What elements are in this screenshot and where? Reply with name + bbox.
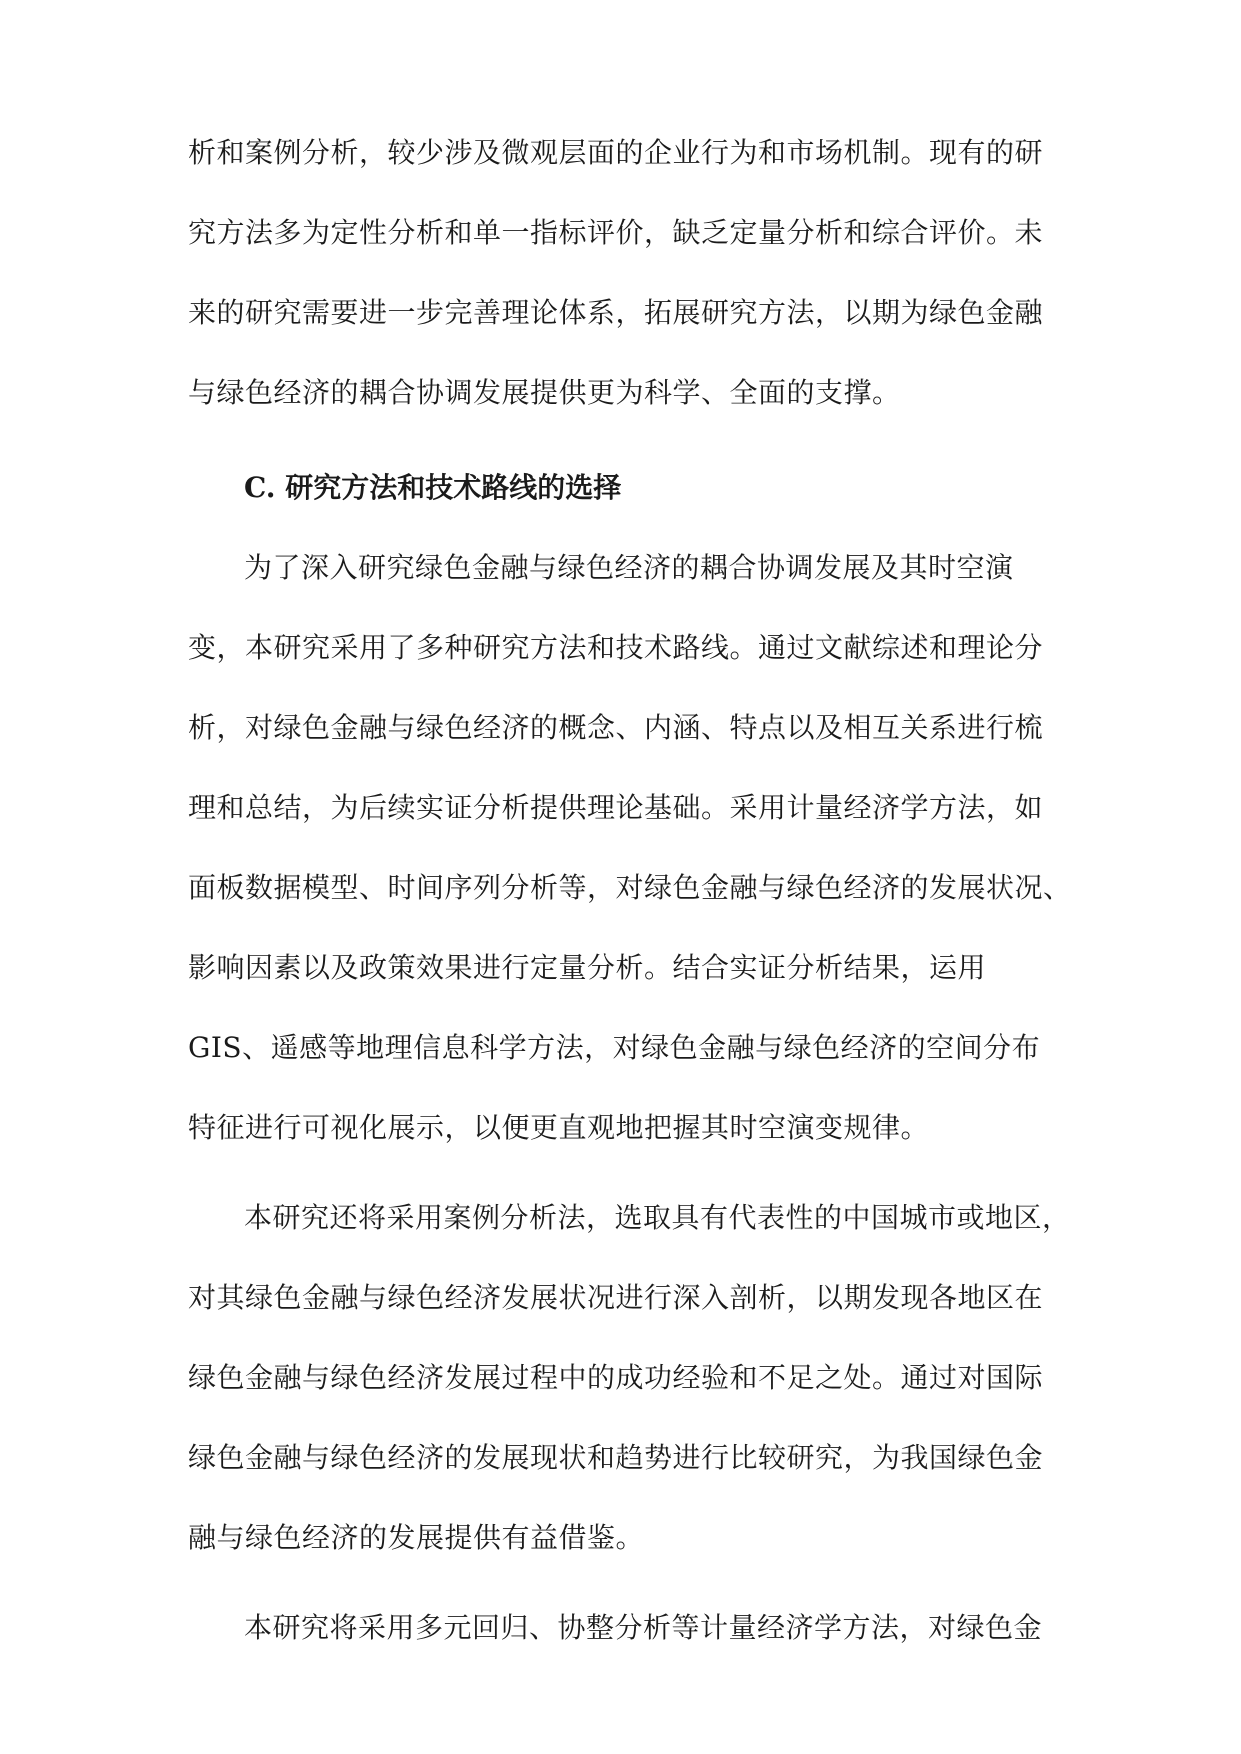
paragraph-4-line-1: 本研究将采用多元回归、协整分析等计量经济学方法，对绿色金 — [244, 1611, 1043, 1644]
paragraph-3-line-4: 绿色金融与绿色经济的发展现状和趋势进行比较研究，为我国绿色金 — [188, 1441, 1044, 1474]
paragraph-3-line-2: 对其绿色金融与绿色经济发展状况进行深入剖析，以期发现各地区在 — [188, 1281, 1044, 1314]
paragraph-3-line-1: 本研究还将采用案例分析法，选取具有代表性的中国城市或地区， — [244, 1201, 1071, 1234]
paragraph-2-line-8: 特征进行可视化展示，以便更直观地把握其时空演变规律。 — [188, 1111, 930, 1144]
section-heading: C. 研究方法和技术路线的选择 — [244, 471, 622, 504]
paragraph-1-line-2: 究方法多为定性分析和单一指标评价，缺乏定量分析和综合评价。未 — [188, 216, 1044, 249]
paragraph-2-line-1: 为了深入研究绿色金融与绿色经济的耦合协调发展及其时空演 — [244, 551, 1014, 584]
paragraph-1-line-1: 析和案例分析，较少涉及微观层面的企业行为和市场机制。现有的研 — [188, 136, 1044, 169]
paragraph-2-line-5: 面板数据模型、时间序列分析等，对绿色金融与绿色经济的发展状况、 — [188, 871, 1072, 904]
paragraph-1-line-4: 与绿色经济的耦合协调发展提供更为科学、全面的支撑。 — [188, 376, 901, 409]
paragraph-2-line-7: GIS、遥感等地理信息科学方法，对绿色金融与绿色经济的空间分布 — [188, 1031, 1041, 1064]
paragraph-1-line-3: 来的研究需要进一步完善理论体系，拓展研究方法，以期为绿色金融 — [188, 296, 1044, 329]
paragraph-2-line-2: 变，本研究采用了多种研究方法和技术路线。通过文献综述和理论分 — [188, 631, 1044, 664]
paragraph-2-line-6: 影响因素以及政策效果进行定量分析。结合实证分析结果，运用 — [188, 951, 987, 984]
paragraph-3-line-5: 融与绿色经济的发展提供有益借鉴。 — [188, 1521, 645, 1554]
paragraph-3-line-3: 绿色金融与绿色经济发展过程中的成功经验和不足之处。通过对国际 — [188, 1361, 1044, 1394]
paragraph-2-line-3: 析，对绿色金融与绿色经济的概念、内涵、特点以及相互关系进行梳 — [188, 711, 1044, 744]
paragraph-2-line-4: 理和总结，为后续实证分析提供理论基础。采用计量经济学方法，如 — [188, 791, 1044, 824]
